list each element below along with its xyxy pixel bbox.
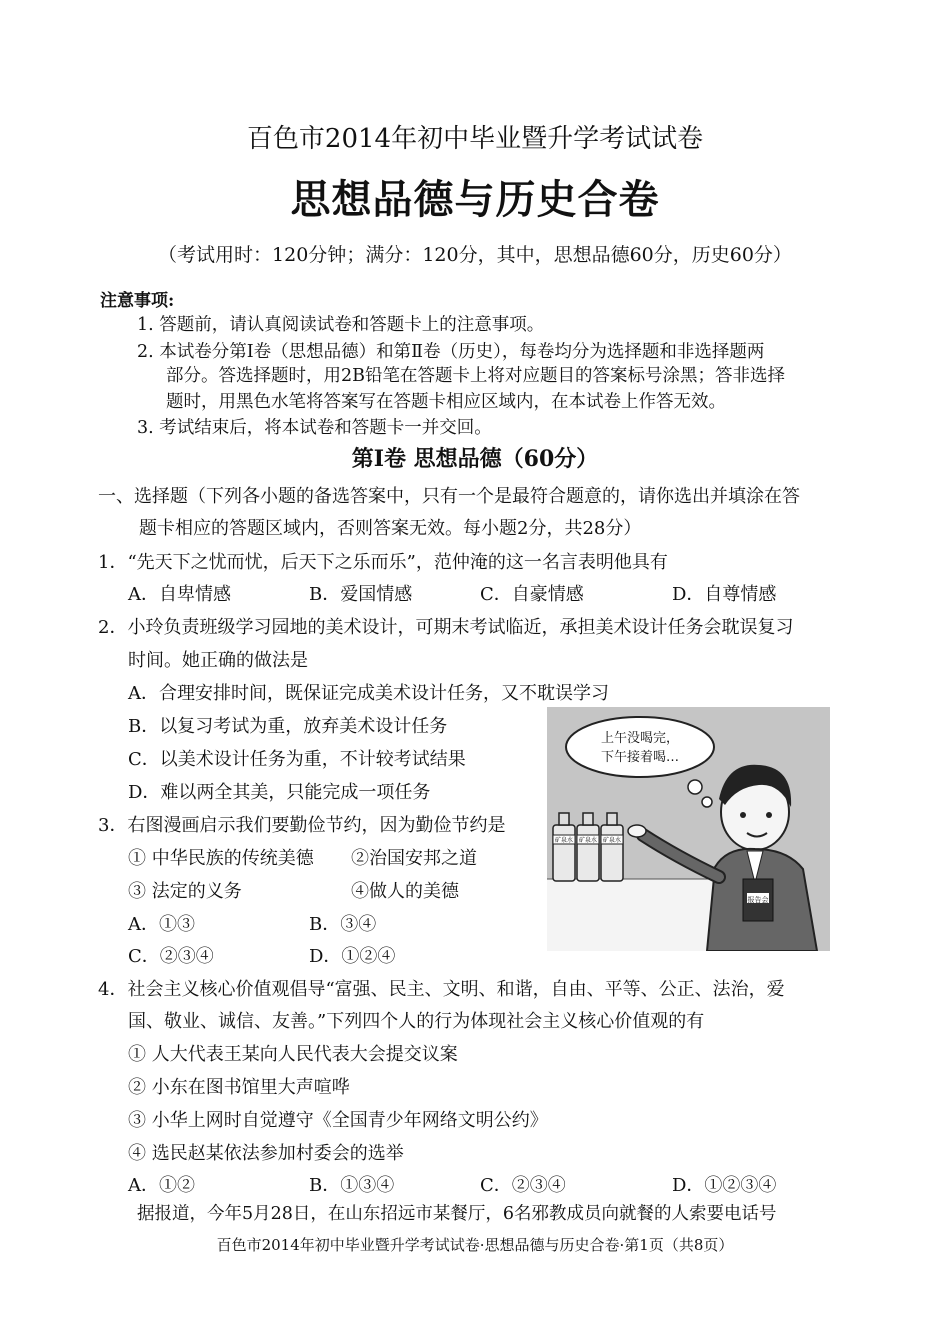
q4-item-2: ② 小东在图书馆里大声喧哗 (128, 1077, 350, 1098)
q4-option-b: B．①③④ (309, 1175, 395, 1196)
note-3: 3. 考试结束后，将本试卷和答题卡一并交回。 (137, 418, 492, 438)
cartoon-book-label: 报告会 (747, 896, 769, 904)
cartoon-bubble-line2: 下午接着喝… (600, 750, 680, 765)
exam-subtitle: （考试用时：120分钟；满分：120分，其中，思想品德60分，历史60分） (158, 244, 792, 266)
exam-title-line2: 思想品德与历史合卷 (290, 177, 660, 223)
q3-stem: 3．右图漫画启示我们要勤俭节约，因为勤俭节约是 (98, 815, 506, 836)
q4-option-a: A．①② (128, 1175, 195, 1196)
page-footer: 百色市2014年初中毕业暨升学考试试卷·思想品德与历史合卷·第1页（共8页） (216, 1236, 734, 1254)
q3-option-c: C．②③④ (128, 946, 214, 967)
notes-heading: 注意事项: (100, 291, 175, 311)
q4-stem-line2: 国、敬业、诚信、友善。”下列四个人的行为体现社会主义核心价值观的有 (128, 1011, 705, 1032)
exam-title-line1: 百色市2014年初中毕业暨升学考试试卷 (246, 124, 704, 154)
q3-item-4: ④做人的美德 (351, 881, 459, 902)
q4-item-3: ③ 小华上网时自觉遵守《全国青少年网络文明公约》 (128, 1110, 548, 1131)
q2-stem-line2: 时间。她正确的做法是 (128, 650, 308, 671)
q4-stem-line1: 4．社会主义核心价值观倡导“富强、民主、文明、和谐，自由、平等、公正、法治，爱 (98, 979, 785, 1000)
part1-instructions-line2: 题卡相应的答题区域内，否则答案无效。每小题2分，共28分） (139, 518, 642, 539)
q1-stem: 1．“先天下之忧而忧，后天下之乐而乐”，范仲淹的这一名言表明他具有 (98, 552, 668, 573)
q2-option-a: A．合理安排时间，既保证完成美术设计任务，又不耽误学习 (128, 683, 609, 704)
q3-option-d: D．①②④ (309, 946, 396, 967)
q1-option-b: B．爱国情感 (309, 584, 413, 605)
cartoon-bubble-line1: 上午没喝完， (600, 731, 680, 746)
q4-item-4: ④ 选民赵某依法参加村委会的选举 (128, 1143, 404, 1164)
next-question-lead-in: 据报道，今年5月28日，在山东招远市某餐厅，6名邪教成员向就餐的人索要电话号 (137, 1204, 777, 1224)
section-heading: 第Ⅰ卷 思想品德（60分） (351, 446, 599, 472)
cartoon-bottle-label-1: 矿泉水 (554, 837, 574, 844)
note-2-line1: 2. 本试卷分第Ⅰ卷（思想品德）和第Ⅱ卷（历史），每卷均分为选择题和非选择题两 (137, 342, 765, 362)
note-2-line3: 题时，用黑色水笔将答案写在答题卡相应区域内，在本试卷上作答无效。 (166, 392, 726, 412)
part1-instructions-line1: 一、选择题（下列各小题的备选答案中，只有一个是最符合题意的，请你选出并填涂在答 (98, 486, 800, 507)
q2-stem-line1: 2．小玲负责班级学习园地的美术设计，可期末考试临近，承担美术设计任务会耽误复习 (98, 617, 794, 638)
q3-option-b: B．③④ (309, 914, 377, 935)
q4-option-d: D．①②③④ (672, 1175, 777, 1196)
cartoon-bottle-label-2: 矿泉水 (578, 837, 598, 844)
q3-item-3: ③ 法定的义务 (128, 881, 242, 902)
q3-cartoon-illustration (547, 707, 830, 951)
q3-item-2: ②治国安邦之道 (351, 848, 477, 869)
note-1: 1. 答题前，请认真阅读试卷和答题卡上的注意事项。 (137, 315, 545, 335)
q3-item-1: ① 中华民族的传统美德 (128, 848, 314, 869)
note-2-line2: 部分。答选择题时，用2B铅笔在答题卡上将对应题目的答案标号涂黑；答非选择 (166, 366, 785, 386)
q2-option-d: D．难以两全其美，只能完成一项任务 (128, 782, 431, 803)
q2-option-c: C．以美术设计任务为重，不计较考试结果 (128, 749, 466, 770)
cartoon-bottle-label-3: 矿泉水 (602, 837, 622, 844)
q1-option-a: A．自卑情感 (128, 584, 231, 605)
q4-item-1: ① 人大代表王某向人民代表大会提交议案 (128, 1044, 458, 1065)
q1-option-d: D．自尊情感 (672, 584, 777, 605)
q1-option-c: C．自豪情感 (480, 584, 584, 605)
q4-option-c: C．②③④ (480, 1175, 566, 1196)
q3-option-a: A．①③ (128, 914, 195, 935)
q2-option-b: B．以复习考试为重，放弃美术设计任务 (128, 716, 448, 737)
